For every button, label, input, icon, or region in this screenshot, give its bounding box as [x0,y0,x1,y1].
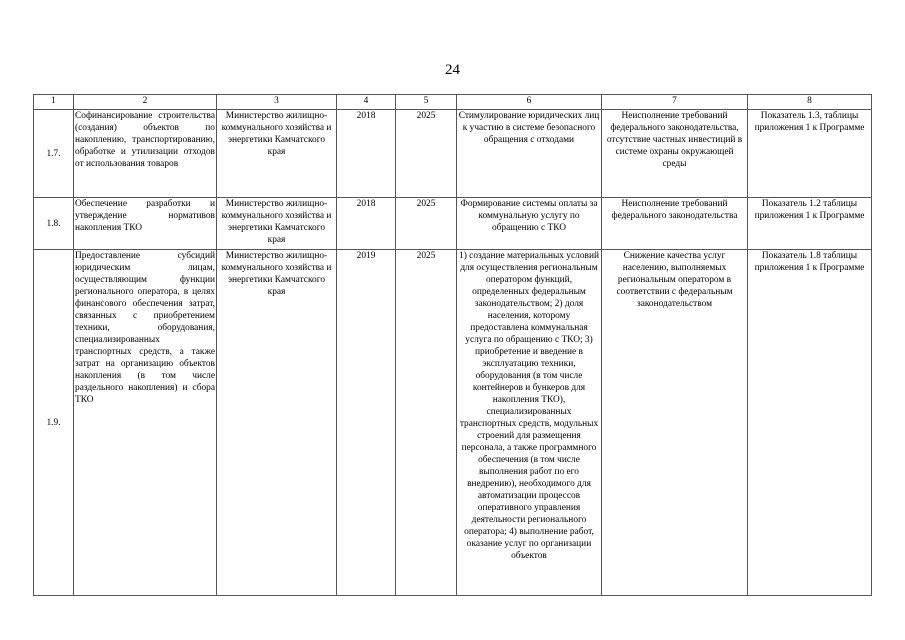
table-row [34,198,872,250]
activity-cell: Софинансирование строительства (создания) объектов по накоплению, транспортированию, обработке и утилизации отходов от использования товаров [74,110,217,198]
column-header: 4 [337,95,396,110]
result-cell: 1) создание материальных условий для осуществления региональным оператором функций, определенных федеральным законодательством; 2) доля населения, которому предоставлена коммунальная услуга по обращению с ТКО; 3) приобретение и введение в эксплуатацию техники, оборудования (в том числе контейнеров и бункеров для накопления ТКО), специализированных транспортных средств, модульных строений для размещения персонала, а также программного обеспечения (в том числе выполнения работ по его внедрению), необходимого для автоматизации процессов оперативного управления деятельности регионального оператора; 4) выполнение работ, оказание услуг по организации объектов [457,250,602,596]
consequence-cell: Неисполнение требований федерального законодательства [602,198,748,250]
result-cell: Формирование системы оплаты за коммунальную услугу по обращению с ТКО [457,198,602,250]
executor-cell: Министерство жилищно-коммунального хозяйства и энергетики Камчатского края [217,250,337,596]
row-number: 1.8. [34,198,74,250]
end-year-cell: 2025 [396,198,457,250]
indicator-cell: Показатель 1.2 таблицы приложения 1 к Программе [748,198,872,250]
start-year-cell: 2018 [337,198,396,250]
column-header: 8 [748,95,872,110]
row-number: 1.7. [34,110,74,198]
table-row [34,110,872,198]
activity-cell: Обеспечение разработки и утверждение нормативов накопления ТКО [74,198,217,250]
column-header: 1 [34,95,74,110]
row-number: 1.9. [34,250,74,596]
start-year-cell: 2019 [337,250,396,596]
indicator-cell: Показатель 1.8 таблицы приложения 1 к Программе [748,250,872,596]
column-header: 3 [217,95,337,110]
start-year-cell: 2018 [337,110,396,198]
executor-cell: Министерство жилищно-коммунального хозяйства и энергетики Камчатского края [217,110,337,198]
column-header: 2 [74,95,217,110]
table-row [34,250,872,596]
end-year-cell: 2025 [396,250,457,596]
program-table [33,94,872,596]
column-header: 7 [602,95,748,110]
page-number: 24 [445,62,460,78]
table-header-row [34,95,872,110]
column-header: 5 [396,95,457,110]
executor-cell: Министерство жилищно-коммунального хозяйства и энергетики Камчатского края [217,198,337,250]
consequence-cell: Неисполнение требований федерального законодательства, отсутствие частных инвестиций в системе охраны окружающей среды [602,110,748,198]
column-header: 6 [457,95,602,110]
activity-cell: Предоставление субсидий юридическим лицам, осуществляющим функции регионального оператора, в целях финансового обеспечения затрат, связанных с приобретением техники, оборудования, специализированных транспортных средств, а также затрат на организацию объектов накопления (в том числе раздельного накопления) и сбора ТКО [74,250,217,596]
indicator-cell: Показатель 1.3, таблицы приложения 1 к Программе [748,110,872,198]
consequence-cell: Снижение качества услуг населению, выполняемых региональным оператором в соответствии с федеральным законодательством [602,250,748,596]
end-year-cell: 2025 [396,110,457,198]
result-cell: Стимулирование юридических лиц к участию в системе безопасного обращения с отходами [457,110,602,198]
